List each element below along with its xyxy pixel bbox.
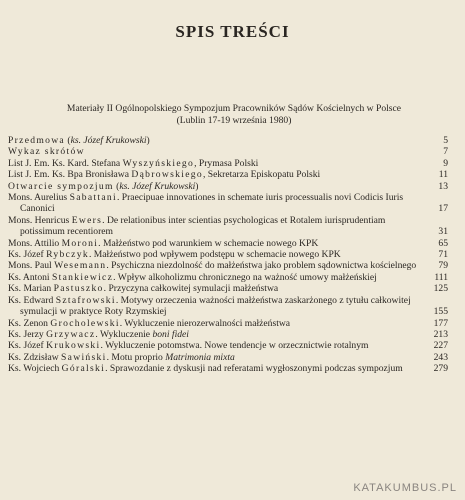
entry-title: . Wykluczenie nierozerwalności małżeństwa [119,317,291,329]
toc-entry [8,318,448,329]
entry-title: . Małżeństwo pod warunkiem w schemacie nowego KPK [98,237,319,249]
toc-entry [8,169,448,180]
subtitle [14,103,454,127]
entry-prefix: Ks. Edward [8,294,56,306]
entry-author: ks. Józef Krukowski [70,135,147,146]
entry-surname: Grocholewski [50,317,120,329]
table-of-contents [8,135,448,375]
toc-entry [8,295,448,318]
toc-entry [8,135,448,146]
entry-prefix: Ks. Zdzisław [8,351,62,363]
toc-entry [8,283,448,294]
toc-entry [8,272,448,283]
entry-surname: Pastuszko [53,283,104,295]
entry-title: . Motywy orzeczenia ważności małżeństwa zaskarżonego z tytułu całkowitej symulacji w praktyce Roty Rzymskiej [20,294,411,318]
entry-surname: Dąbrowskiego [131,169,203,181]
entry-prefix: Mons. Henricus [8,214,72,226]
entry-title: Przedmowa [8,135,65,146]
entry-page: 17 [438,203,448,215]
entry-surname: Ewers [71,214,103,226]
entry-page: 11 [438,169,448,181]
entry-title: Otwarcie sympozjum [8,180,114,192]
entry-page: 5 [443,135,448,146]
entry-title: . Praecipuae innovationes in schemate iuris processualis novi Codicis Iuris Canonici [20,192,404,215]
toc-entry [8,352,448,363]
entry-prefix: Mons. Attilio [8,237,62,249]
entry-page: 9 [443,157,448,169]
entry-surname: Rybczyk [46,249,89,261]
toc-entry [8,181,448,192]
entry-prefix: Ks. Jerzy [8,328,47,340]
entry-surname: Sabattani [69,192,117,204]
entry-title: . De relationibus inter scientias psychologicas et Rotalem iurisprudentiam potissimum recentiorem [20,214,386,238]
entry-title: . Wykluczenie [95,328,153,340]
entry-page: 31 [438,226,448,238]
entry-surname: Wesemann [54,260,107,272]
entry-page: 65 [438,237,448,249]
entry-prefix: Ks. Józef [8,249,47,261]
entry-page: 243 [433,351,448,363]
entry-prefix: List J. Em. Ks. Bpa Bronisława [8,169,132,181]
entry-title: , Prymasa Polski [194,157,259,169]
entry-prefix: Ks. Antoni [8,271,52,283]
entry-page: 279 [433,363,448,375]
page-title: SPIS TREŚCI [175,22,290,41]
entry-surname: Wyszyńskiego [122,157,195,169]
entry-page: 111 [434,271,448,283]
toc-entry [8,363,448,374]
entry-page: 177 [433,317,448,329]
entry-prefix: Mons. Paul [8,260,55,272]
toc-entry [8,238,448,249]
entry-title: . Przyczyna całkowitej symulacji małżeństwa [103,283,279,295]
toc-entry [8,158,448,169]
entry-title: , Sekretarza Episkopatu Polski [202,169,321,181]
entry-title: Wykaz skrótów [8,146,85,158]
entry-page: 213 [433,328,448,340]
entry-title-italic: boni fidei [152,328,189,340]
toc-entry [8,192,448,215]
entry-prefix: Ks. Zenon [8,317,51,329]
entry-paren: ( [113,180,120,192]
entry-page: 7 [443,146,448,158]
entry-title-italic: Matrimonia mixta [165,351,235,363]
entry-title: . Wykluczenie potomstwa. Nowe tendencje w orzecznictwie rotalnym [100,340,369,352]
entry-title: . Wpływ alkoholizmu chronicznego na ważność umowy małżeńskiej [113,271,377,283]
toc-entry [8,260,448,271]
entry-page: 71 [438,249,448,261]
entry-page: 227 [433,340,448,352]
toc-entry [8,340,448,351]
entry-prefix: Ks. Wojciech [8,363,62,375]
toc-entry [8,329,448,340]
entry-title: . Sprawozdanie z dyskusji nad referatami wygłoszonymi podczas sympozjum [105,363,403,375]
entry-author: ks. Józef Krukowski [119,180,196,192]
entry-surname: Sawiński [61,351,107,363]
entry-page: 125 [433,283,448,295]
entry-surname: Krukowski [46,340,101,352]
entry-surname: Góralski [61,363,106,375]
subtitle-line-1: Materiały II Ogólnopolskiego Sympozjum Pracowników Sądów Kościelnych w Polsce [66,103,402,114]
entry-paren: ) [146,135,150,146]
entry-surname: Moroni [61,237,99,249]
entry-surname: Stankiewicz [51,271,114,283]
entry-page: 79 [438,260,448,272]
entry-surname: Sztafrowski [55,294,116,306]
entry-surname: Grzywacz [46,328,96,340]
toc-entry [8,146,448,157]
entry-prefix: List J. Em. Ks. Kard. Stefana [8,157,123,169]
entry-paren: ( [65,135,71,146]
entry-page: 155 [433,306,448,318]
entry-prefix: Ks. Józef [8,340,47,352]
entry-page: 13 [438,180,448,192]
entry-title: . Motu proprio [106,351,166,363]
entry-title: . Małżeństwo pod wpływem podstępu w schemacie nowego KPK [88,249,341,261]
entry-prefix: Mons. Aurelius [8,192,70,204]
entry-prefix: Ks. Marian [8,283,54,295]
entry-paren: ) [195,180,199,192]
toc-entry [8,215,448,238]
subtitle-line-2: (Lublin 17-19 września 1980) [176,115,292,126]
toc-entry [8,249,448,260]
entry-title: . Psychiczna niezdolność do małżeństwa jako problem sądownictwa kościelnego [106,260,417,272]
watermark: KATAKUMBUS.PL [353,482,457,494]
